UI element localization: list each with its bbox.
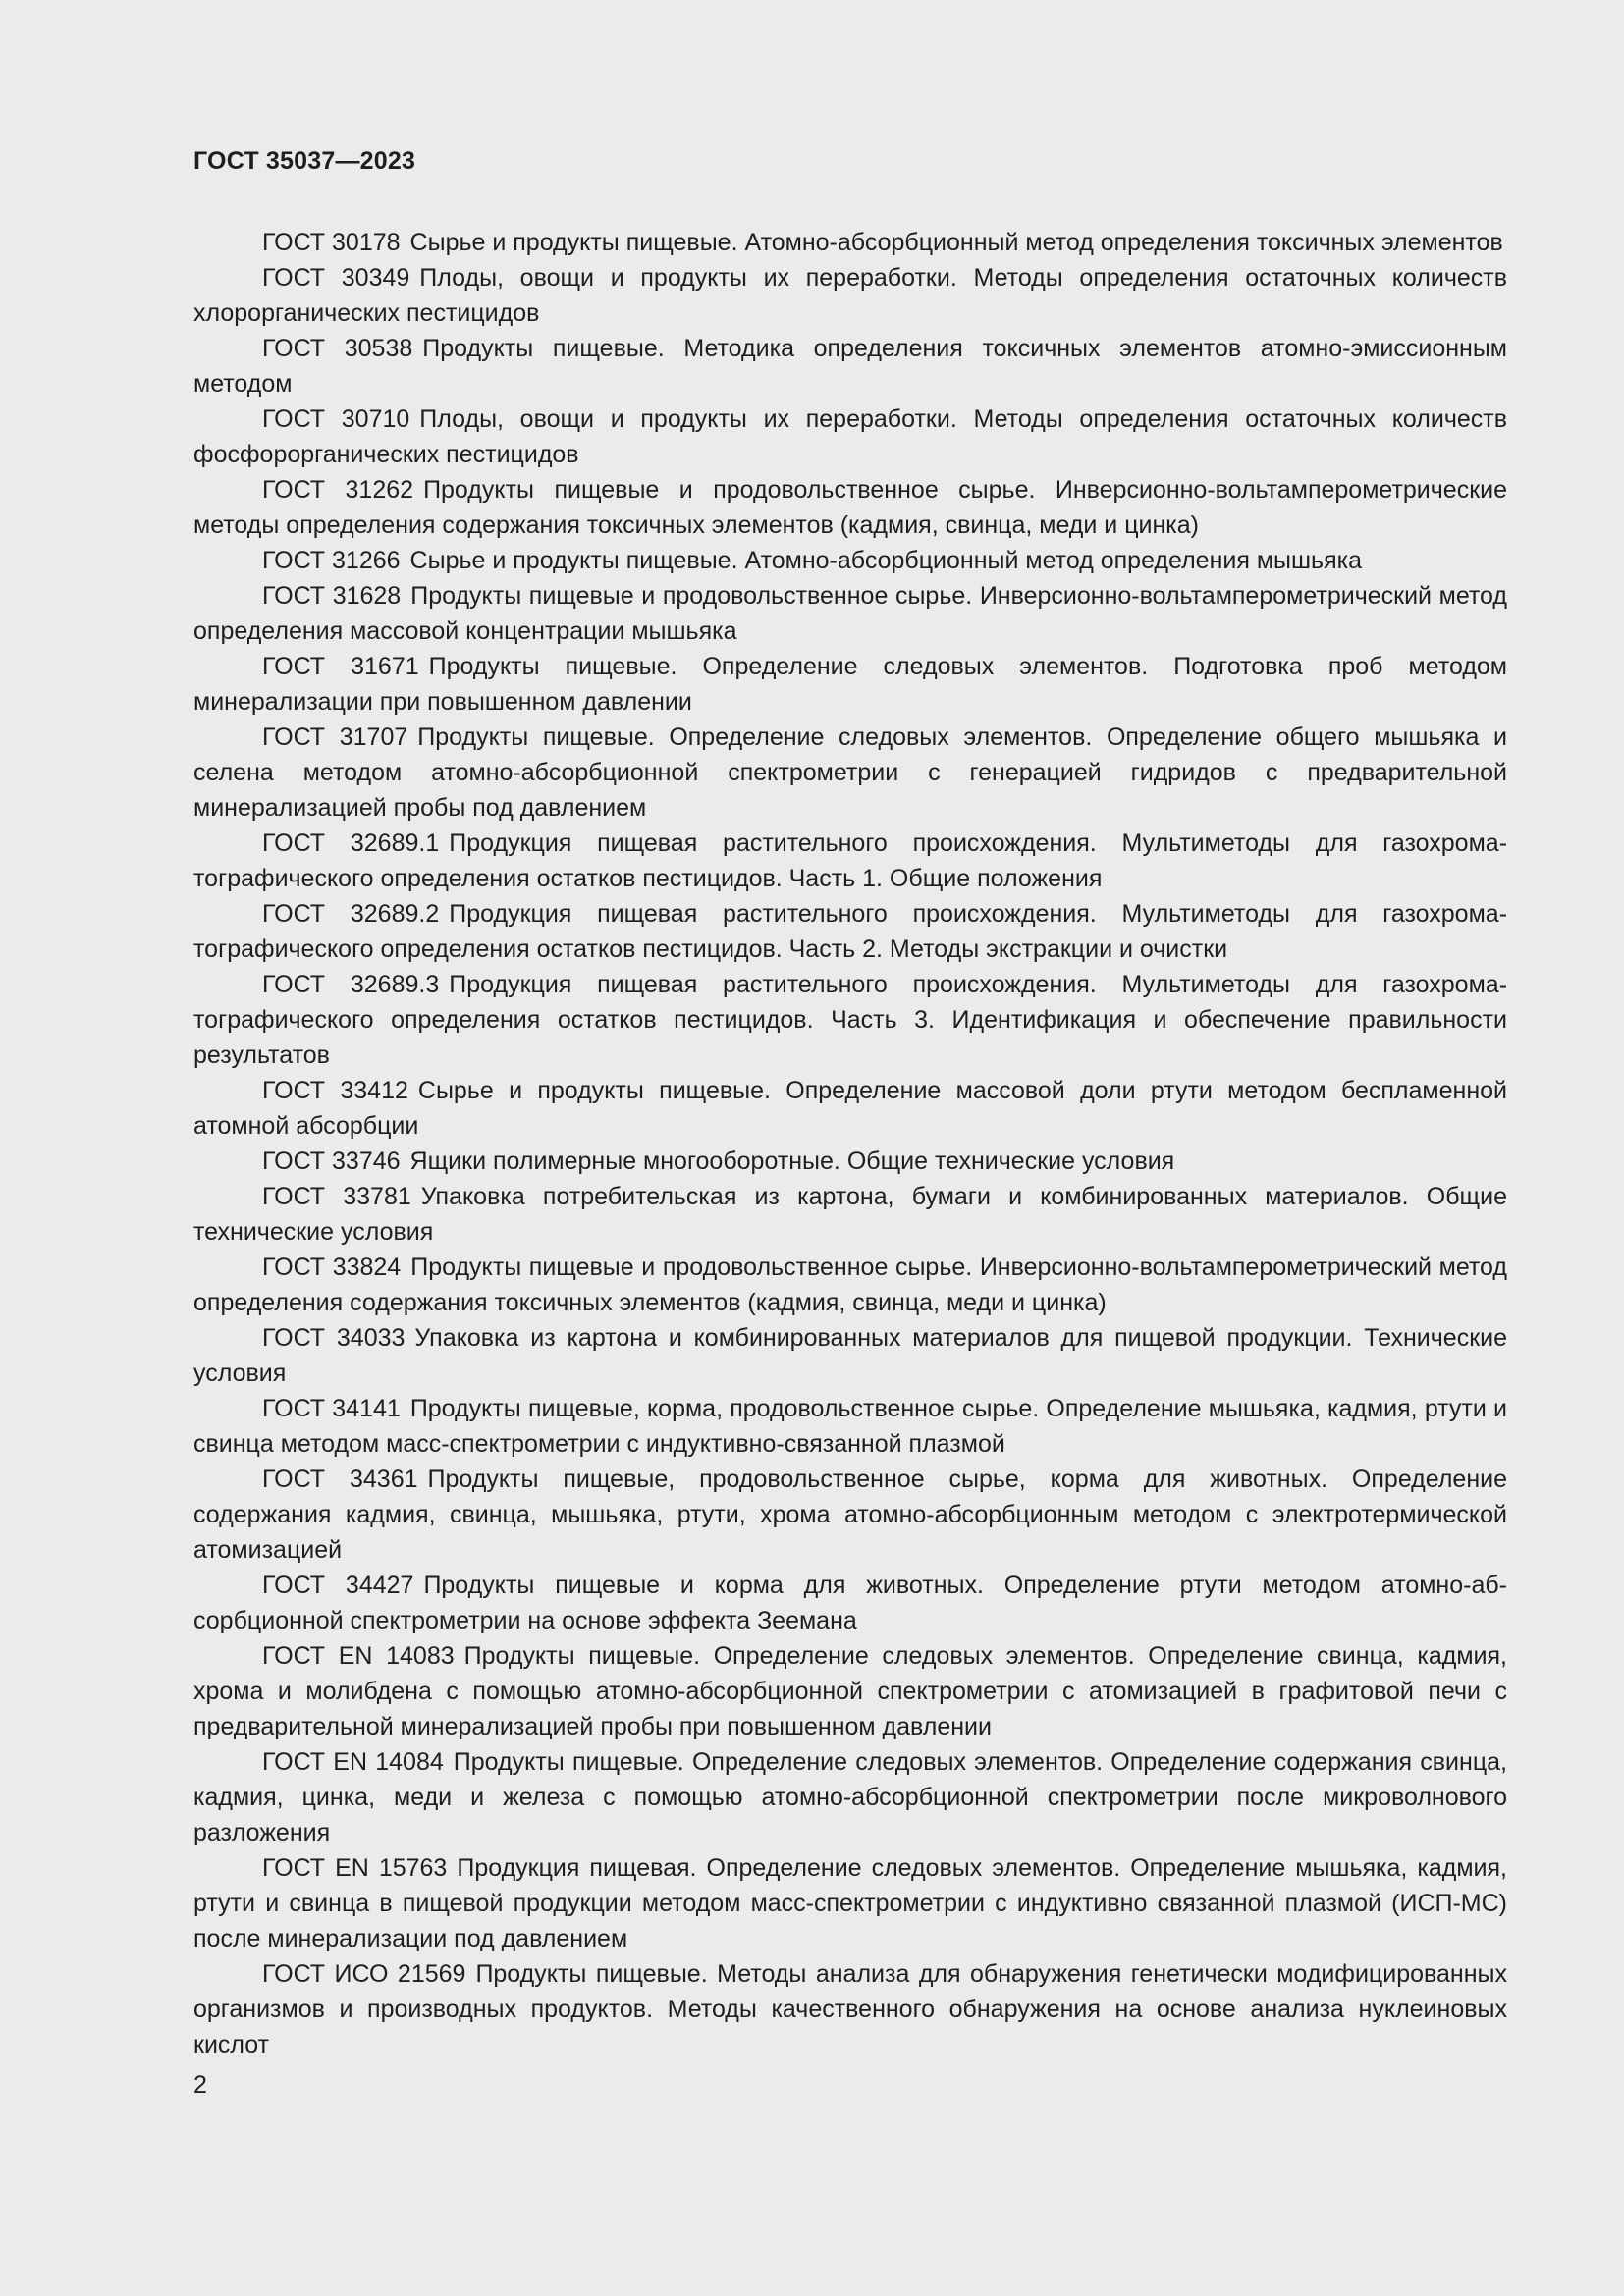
reference-title: Продукты пищевые. Определение следовых элементов. Подготовка проб методом минерализации при повышенном давлении bbox=[193, 653, 1507, 716]
reference-entry bbox=[193, 1144, 1507, 1179]
reference-entry bbox=[193, 260, 1507, 331]
reference-entry bbox=[193, 1850, 1507, 1956]
reference-entry bbox=[193, 649, 1507, 720]
reference-title: Продукты пищевые. Определение следовых элементов. Определение свинца, кадмия, хрома и молибдена с помощью атомно-абсорбционной спектрометрии с атомизацией в графитовой печи с предварительной минерализацией пробы при повышенном давлении bbox=[193, 1642, 1508, 1740]
reference-entry bbox=[193, 720, 1507, 826]
reference-title: Продукция пищевая растительного происхождения. Мультиметоды для газохроматографического определения остатков пестицидов. Часть 2. Методы экстракции и очистки bbox=[193, 900, 1508, 963]
reference-title: Продукция пищевая. Определение следовых элементов. Определение мышьяка, кадмия, ртути и свинца в пищевой продукции методом масс-спектрометрии с индуктивно связанной плазмой (ИСП-МС) после минерализации под давлением bbox=[193, 1854, 1507, 1952]
reference-code: ГОСТ 33824 bbox=[262, 1254, 402, 1281]
reference-entry bbox=[193, 472, 1507, 543]
reference-code: ГОСТ 34427 bbox=[262, 1572, 414, 1599]
reference-title: Продукция пищевая растительного происхождения. Мультиметоды для газохроматографического определения остатков пестицидов. Часть 3. Идентификация и обеспечение правильности результатов bbox=[193, 971, 1508, 1069]
reference-title: Продукты пищевые. Определение следовых элементов. Определение содержания свинца, кадмия, цинка, меди и железа с помощью атомно-абсорбционной спектрометрии после микроволнового разложения bbox=[193, 1748, 1507, 1846]
reference-title: Упаковка из картона и комбинированных материалов для пищевой продукции. Технические условия bbox=[193, 1324, 1508, 1387]
reference-code: ГОСТ 34033 bbox=[262, 1324, 406, 1352]
reference-code: ГОСТ EN 14083 bbox=[262, 1642, 455, 1670]
reference-code: ГОСТ 31262 bbox=[262, 476, 414, 504]
reference-title: Плоды, овощи и продукты их переработки. Методы определения остаточных количеств хлорорганических пестицидов bbox=[193, 264, 1508, 327]
reference-entry bbox=[193, 225, 1507, 260]
reference-title: Сырье и продукты пищевые. Атомно-абсорбционный метод определения токсичных элементов bbox=[409, 229, 1503, 256]
reference-entry bbox=[193, 826, 1507, 896]
reference-code: ГОСТ ИСО 21569 bbox=[262, 1960, 466, 1988]
reference-code: ГОСТ 30538 bbox=[262, 335, 413, 362]
reference-title: Продукты пищевые. Методика определения токсичных элементов атомно-эмиссионным методом bbox=[193, 335, 1507, 398]
reference-entry bbox=[193, 401, 1507, 472]
reference-title: Ящики полимерные многооборотные. Общие технические условия bbox=[409, 1148, 1175, 1175]
reference-entry bbox=[193, 543, 1507, 578]
reference-entry bbox=[193, 578, 1507, 649]
reference-title: Сырье и продукты пищевые. Определение массовой доли ртути методом беспламенной атомной абсорбции bbox=[193, 1077, 1507, 1140]
reference-entry bbox=[193, 967, 1507, 1073]
reference-entry bbox=[193, 896, 1507, 967]
document-header: ГОСТ 35037—2023 bbox=[193, 147, 416, 175]
reference-title: Продукты пищевые, продовольственное сырье, корма для животных. Определение содержания кадмия, свинца, мышьяка, ртути, хрома атомно-абсорбционным методом с электротермической атомизацией bbox=[193, 1466, 1507, 1564]
normative-references-list bbox=[193, 225, 1507, 2062]
reference-entry bbox=[193, 1744, 1507, 1850]
reference-code: ГОСТ 33746 bbox=[262, 1148, 401, 1175]
reference-code: ГОСТ 34141 bbox=[262, 1395, 401, 1422]
reference-code: ГОСТ 32689.2 bbox=[262, 900, 440, 928]
reference-code: ГОСТ EN 15763 bbox=[262, 1854, 448, 1882]
reference-title: Продукты пищевые и продовольственное сырье. Инверсионно-вольтамперометрические методы определения содержания токсичных элементов (кадмия, свинца, меди и цинка) bbox=[193, 476, 1508, 539]
reference-title: Упаковка потребительская из картона, бумаги и комбинированных материалов. Общие технические условия bbox=[193, 1183, 1507, 1246]
reference-title: Плоды, овощи и продукты их переработки. Методы определения остаточных количеств фосфорорганических пестицидов bbox=[193, 405, 1508, 468]
reference-title: Продукция пищевая растительного происхождения. Мультиметоды для газохроматографического определения остатков пестицидов. Часть 1. Общие положения bbox=[193, 829, 1508, 892]
reference-title: Продукты пищевые, корма, продовольственное сырье. Определение мышьяка, кадмия, ртути и свинца методом масс-спектрометрии с индуктивно-связанной плазмой bbox=[193, 1395, 1508, 1458]
reference-code: ГОСТ 31671 bbox=[262, 653, 419, 680]
reference-entry bbox=[193, 1638, 1507, 1744]
reference-title: Сырье и продукты пищевые. Атомно-абсорбционный метод определения мышьяка bbox=[409, 547, 1363, 574]
reference-entry bbox=[193, 1073, 1507, 1144]
reference-code: ГОСТ 33781 bbox=[262, 1183, 411, 1210]
reference-entry bbox=[193, 1568, 1507, 1638]
reference-entry bbox=[193, 1320, 1507, 1391]
reference-code: ГОСТ 30349 bbox=[262, 264, 410, 292]
reference-entry bbox=[193, 1179, 1507, 1250]
reference-code: ГОСТ 31628 bbox=[262, 582, 402, 610]
reference-title: Продукты пищевые. Методы анализа для обнаружения генетически модифицированных организмов и производных продуктов. Методы качественного обнаружения на основе анализа нуклеиновых кислот bbox=[193, 1960, 1507, 2058]
reference-code: ГОСТ 30710 bbox=[262, 405, 410, 433]
reference-title: Продукты пищевые и продовольственное сырье. Инверсионно-вольтамперометрический метод определения содержания токсичных элементов (кадмия, свинца, меди и цинка) bbox=[193, 1254, 1508, 1316]
reference-title: Продукты пищевые и продовольственное сырье. Инверсионно-вольтамперометрический метод определения массовой концентрации мышьяка bbox=[193, 582, 1508, 645]
reference-code: ГОСТ 33412 bbox=[262, 1077, 408, 1104]
reference-code: ГОСТ 31266 bbox=[262, 547, 401, 574]
reference-code: ГОСТ 31707 bbox=[262, 723, 408, 751]
reference-entry bbox=[193, 1956, 1507, 2062]
reference-entry bbox=[193, 331, 1507, 401]
reference-code: ГОСТ 32689.1 bbox=[262, 829, 440, 857]
reference-code: ГОСТ 34361 bbox=[262, 1466, 418, 1493]
reference-title: Продукты пищевые и корма для животных. Определение ртути методом атомно-абсорбционной спектрометрии на основе эффекта Зеемана bbox=[193, 1572, 1507, 1634]
reference-code: ГОСТ 32689.3 bbox=[262, 971, 440, 998]
reference-entry bbox=[193, 1391, 1507, 1462]
reference-title: Продукты пищевые. Определение следовых элементов. Определение общего мышьяка и селена методом атомно-абсорбционной спектрометрии с генерацией гидридов с предварительной минерализацией пробы под давлением bbox=[193, 723, 1508, 822]
reference-code: ГОСТ EN 14084 bbox=[262, 1748, 444, 1776]
page-number: 2 bbox=[193, 2071, 207, 2099]
reference-code: ГОСТ 30178 bbox=[262, 229, 401, 256]
reference-entry bbox=[193, 1462, 1507, 1568]
reference-entry bbox=[193, 1250, 1507, 1320]
